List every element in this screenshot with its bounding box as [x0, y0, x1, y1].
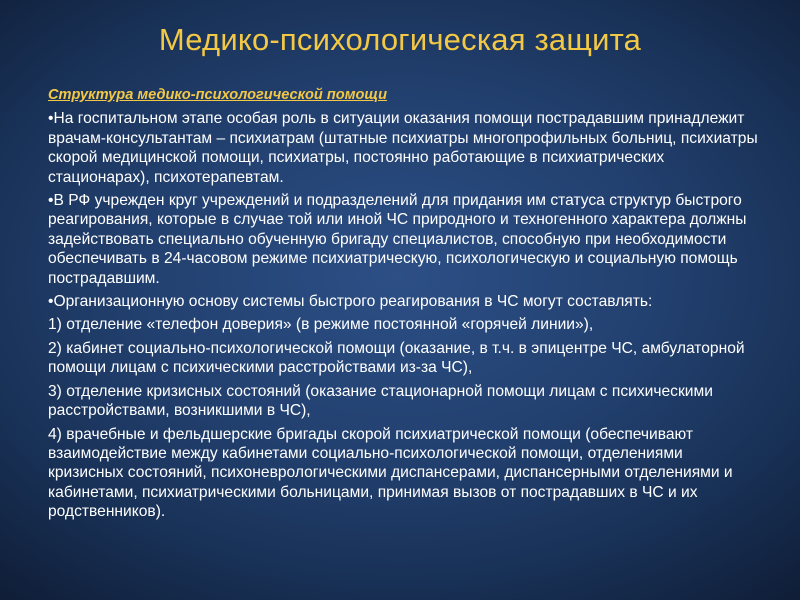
list-item-crisis-department: 3) отделение кризисных состояний (оказание стационарной помощи лицам с психическими расстройствами, возникшими в ЧС),	[48, 382, 713, 420]
list-item-ambulance-teams: 4) врачебные и фельдшерские бригады скорой психиатрической помощи (обеспечивают взаимодействие между кабинетами социально-психологической помощи, отделениями кризисных состояний, психоневрологическими диспансерами, диспансерными отделениями и кабинетами, психиатрическими больницами, принимая вызов от пострадавших в ЧС и их родственников).	[48, 425, 733, 521]
paragraph-organizational-basis: •Организационную основу системы быстрого реагирования в ЧС могут составлять:	[48, 293, 653, 311]
list-item-trust-phone: 1) отделение «телефон доверия» (в режиме постоянной «горячей линии»),	[48, 316, 594, 334]
paragraph-rf-structures: •В РФ учрежден круг учреждений и подразделений для придания им статуса структур быстрого реагирования, которые в случае той или иной ЧС природного и техногенного характера должны задействовать специально обученную бригаду специалистов, способную при необходимости обеспечивать в 24-часовом режиме психиатрическую, психологическую и социальную помощь пострадавшим.	[48, 192, 747, 287]
slide-subtitle: Структура медико-психологической помощи	[48, 87, 387, 103]
slide-title: Медико-психологическая защита	[158, 22, 642, 57]
paragraph-hospital-stage: •На госпитальном этапе особая роль в ситуации оказания помощи пострадавшим принадлежит врачам-консультантам – психиатрам (штатные психиатры многопрофильных больниц, психиатры скорой медицинской помощи, психиатры, постоянно работающие в психиатрических стационарах), психотерапевтам.	[48, 110, 758, 186]
slide-content	[48, 86, 762, 526]
list-item-social-psych-office: 2) кабинет социально-психологической помощи (оказание, в т.ч. в эпицентре ЧС, амбулаторной помощи лицам с психическими расстройствами из-за ЧС),	[48, 339, 745, 377]
